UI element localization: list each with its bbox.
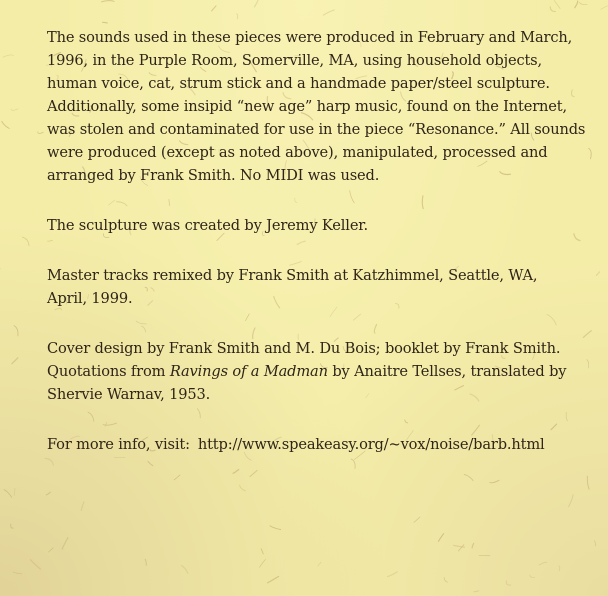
paper-fiber xyxy=(550,7,555,12)
paper-fiber xyxy=(530,575,535,577)
paper-fiber xyxy=(14,488,15,495)
paper-fiber xyxy=(45,458,53,465)
paper-fiber xyxy=(145,559,146,565)
paper-fiber xyxy=(268,576,279,583)
paper-fiber xyxy=(323,10,334,15)
paper-fiber xyxy=(236,14,237,19)
paper-fiber xyxy=(14,326,18,336)
design-credit-line: Cover design by Frank Smith and M. Du Bois; booklet by Frank Smith. xyxy=(47,340,561,357)
paper-fiber xyxy=(11,524,13,528)
paper-fiber xyxy=(46,492,50,495)
paper-fiber xyxy=(12,358,18,364)
paper-fiber xyxy=(554,1,560,9)
paper-fiber xyxy=(13,572,22,574)
paper-fiber xyxy=(569,495,574,507)
paper-fiber xyxy=(81,502,84,511)
paper-fiber xyxy=(3,55,13,57)
paper-fiber xyxy=(250,470,257,476)
paper-fiber xyxy=(261,549,263,554)
paper-fiber xyxy=(38,132,44,134)
design-credits-paragraph xyxy=(47,337,592,406)
paper-fiber xyxy=(102,1,114,2)
paper-fiber xyxy=(30,560,40,569)
liner-notes xyxy=(47,26,592,456)
quotation-suffix: by Anaitre Tellses, translated by xyxy=(327,363,567,380)
paper-fiber xyxy=(594,541,595,546)
paper-fiber xyxy=(387,572,397,577)
paper-fiber xyxy=(464,474,473,480)
more-info-line xyxy=(47,433,592,456)
paper-fiber xyxy=(490,480,499,483)
paper-fiber xyxy=(48,548,53,552)
paper-fiber xyxy=(2,121,9,128)
paper-fiber xyxy=(444,578,448,583)
paper-fiber xyxy=(240,485,246,491)
paper-fiber xyxy=(22,237,29,246)
remix-credit: Master tracks remixed by Frank Smith at Katzhimmel, Seattle, WA, April, 1999. xyxy=(47,267,538,307)
paper-fiber xyxy=(148,461,153,465)
paper-fiber xyxy=(260,559,266,567)
paper-fiber xyxy=(439,534,444,542)
more-info-label: For more info, visit: xyxy=(47,436,190,453)
book-title: Ravings of a Madman xyxy=(169,363,328,380)
production-notes-paragraph: The sounds used in these pieces were produced in February and March, 1996, in the Purple Room, Somerville, MA, using household objects, human voice, cat, strum stick and a handmade paper/steel sculpture. Additionally, some insipid “new age” harp music, found on the Internet, was stolen and contaminated for use in the piece “Resonance.” All sounds were produced (except as noted above), manipulated, processed and arranged by Frank Smith. No MIDI was used. xyxy=(47,29,586,184)
paper-fiber xyxy=(579,3,587,5)
paper-fiber xyxy=(233,470,239,474)
paper-fiber xyxy=(351,459,355,469)
paper-fiber xyxy=(103,22,108,23)
translator-line: Shervie Warnav, 1953. xyxy=(47,386,211,403)
paper-fiber xyxy=(62,538,68,549)
paper-fiber xyxy=(11,109,18,111)
paper-fiber xyxy=(601,6,608,10)
paper-fiber xyxy=(474,591,479,592)
paper-fiber xyxy=(4,490,12,498)
more-info-url: http://www.speakeasy.org/~vox/noise/barb.html xyxy=(197,436,545,453)
paper-fiber xyxy=(472,543,474,548)
paper-fiber xyxy=(212,6,216,11)
paper-fiber xyxy=(587,476,589,489)
paper-fiber xyxy=(506,581,510,585)
paper-fiber xyxy=(414,517,420,522)
paper-fiber xyxy=(318,562,321,566)
paper-fiber xyxy=(174,475,180,480)
paper-fiber xyxy=(182,566,188,574)
paper-fiber xyxy=(270,526,281,530)
quotation-prefix: Quotations from xyxy=(47,363,170,380)
sculpture-credit: The sculpture was created by Jeremy Keller. xyxy=(47,217,369,234)
paper-fiber xyxy=(559,566,560,571)
paper-fiber xyxy=(575,1,578,8)
paper-fiber xyxy=(597,272,600,275)
paper-fiber xyxy=(458,545,464,551)
paper-fiber xyxy=(539,562,546,565)
paper-fiber xyxy=(255,0,259,7)
